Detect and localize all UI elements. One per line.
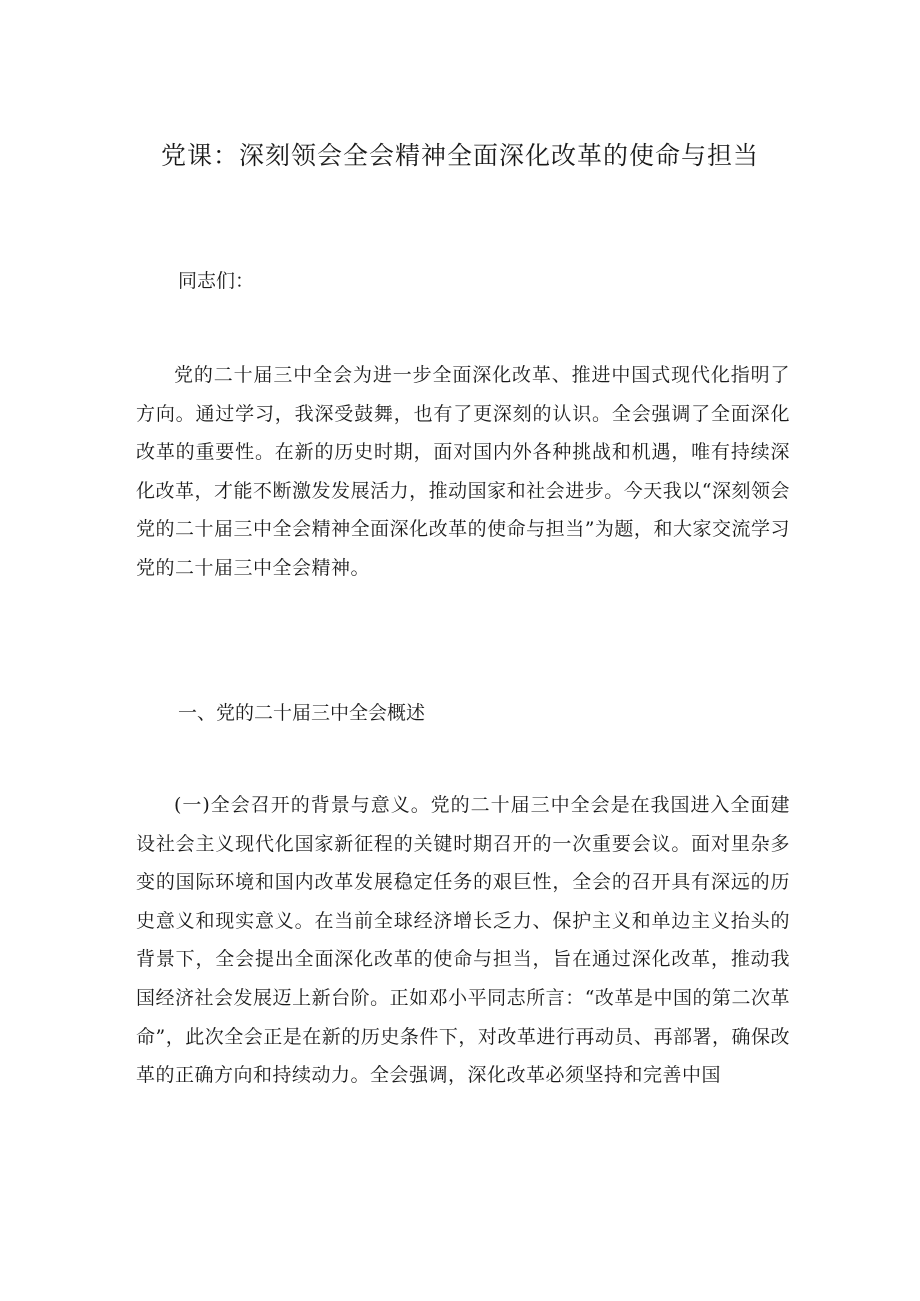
section-heading: 一、党的二十届三中全会概述: [178, 702, 426, 724]
body-paragraph: (一)全会召开的背景与意义。党的二十届三中全会是在我国进入全面建设社会主义现代化国家新征程的关键时期召开的一次重要会议。面对里杂多变的国际环境和国内改革发展稳定任务的艰巨性，全会的召开具有深远的历史意义和现实意义。在当前全球经济增长乏力、保护主义和单边主义抬头的背景下，全会提出全面深化改革的使命与担当，旨在通过深化改革，推动我国经济社会发展迈上新台阶。正如邓小平同志所言：“改革是中国的第二次革命”，此次全会正是在新的历史条件下，对改革进行再动员、再部署，确保改革的正确方向和持续动力。全会强调，深化改革必须坚持和完善中国: [136, 794, 790, 1087]
greeting: 同志们：: [178, 270, 255, 292]
intro-paragraph: 党的二十届三中全会为进一步全面深化改革、推进中国式现代化指明了方向。通过学习，我深受鼓舞，也有了更深刻的认识。全会强调了全面深化改革的重要性。在新的历史时期，面对国内外各种挑战和机遇，唯有持续深化改革，才能不断激发发展活力，推动国家和社会进步。今天我以“深刻领会党的二十届三中全会精神全面深化改革的使命与担当”为题，和大家交流学习党的二十届三中全会精神。: [136, 364, 790, 579]
document-title: 党课：深刻领会全会精神全面深化改革的使命与担当: [160, 141, 759, 170]
